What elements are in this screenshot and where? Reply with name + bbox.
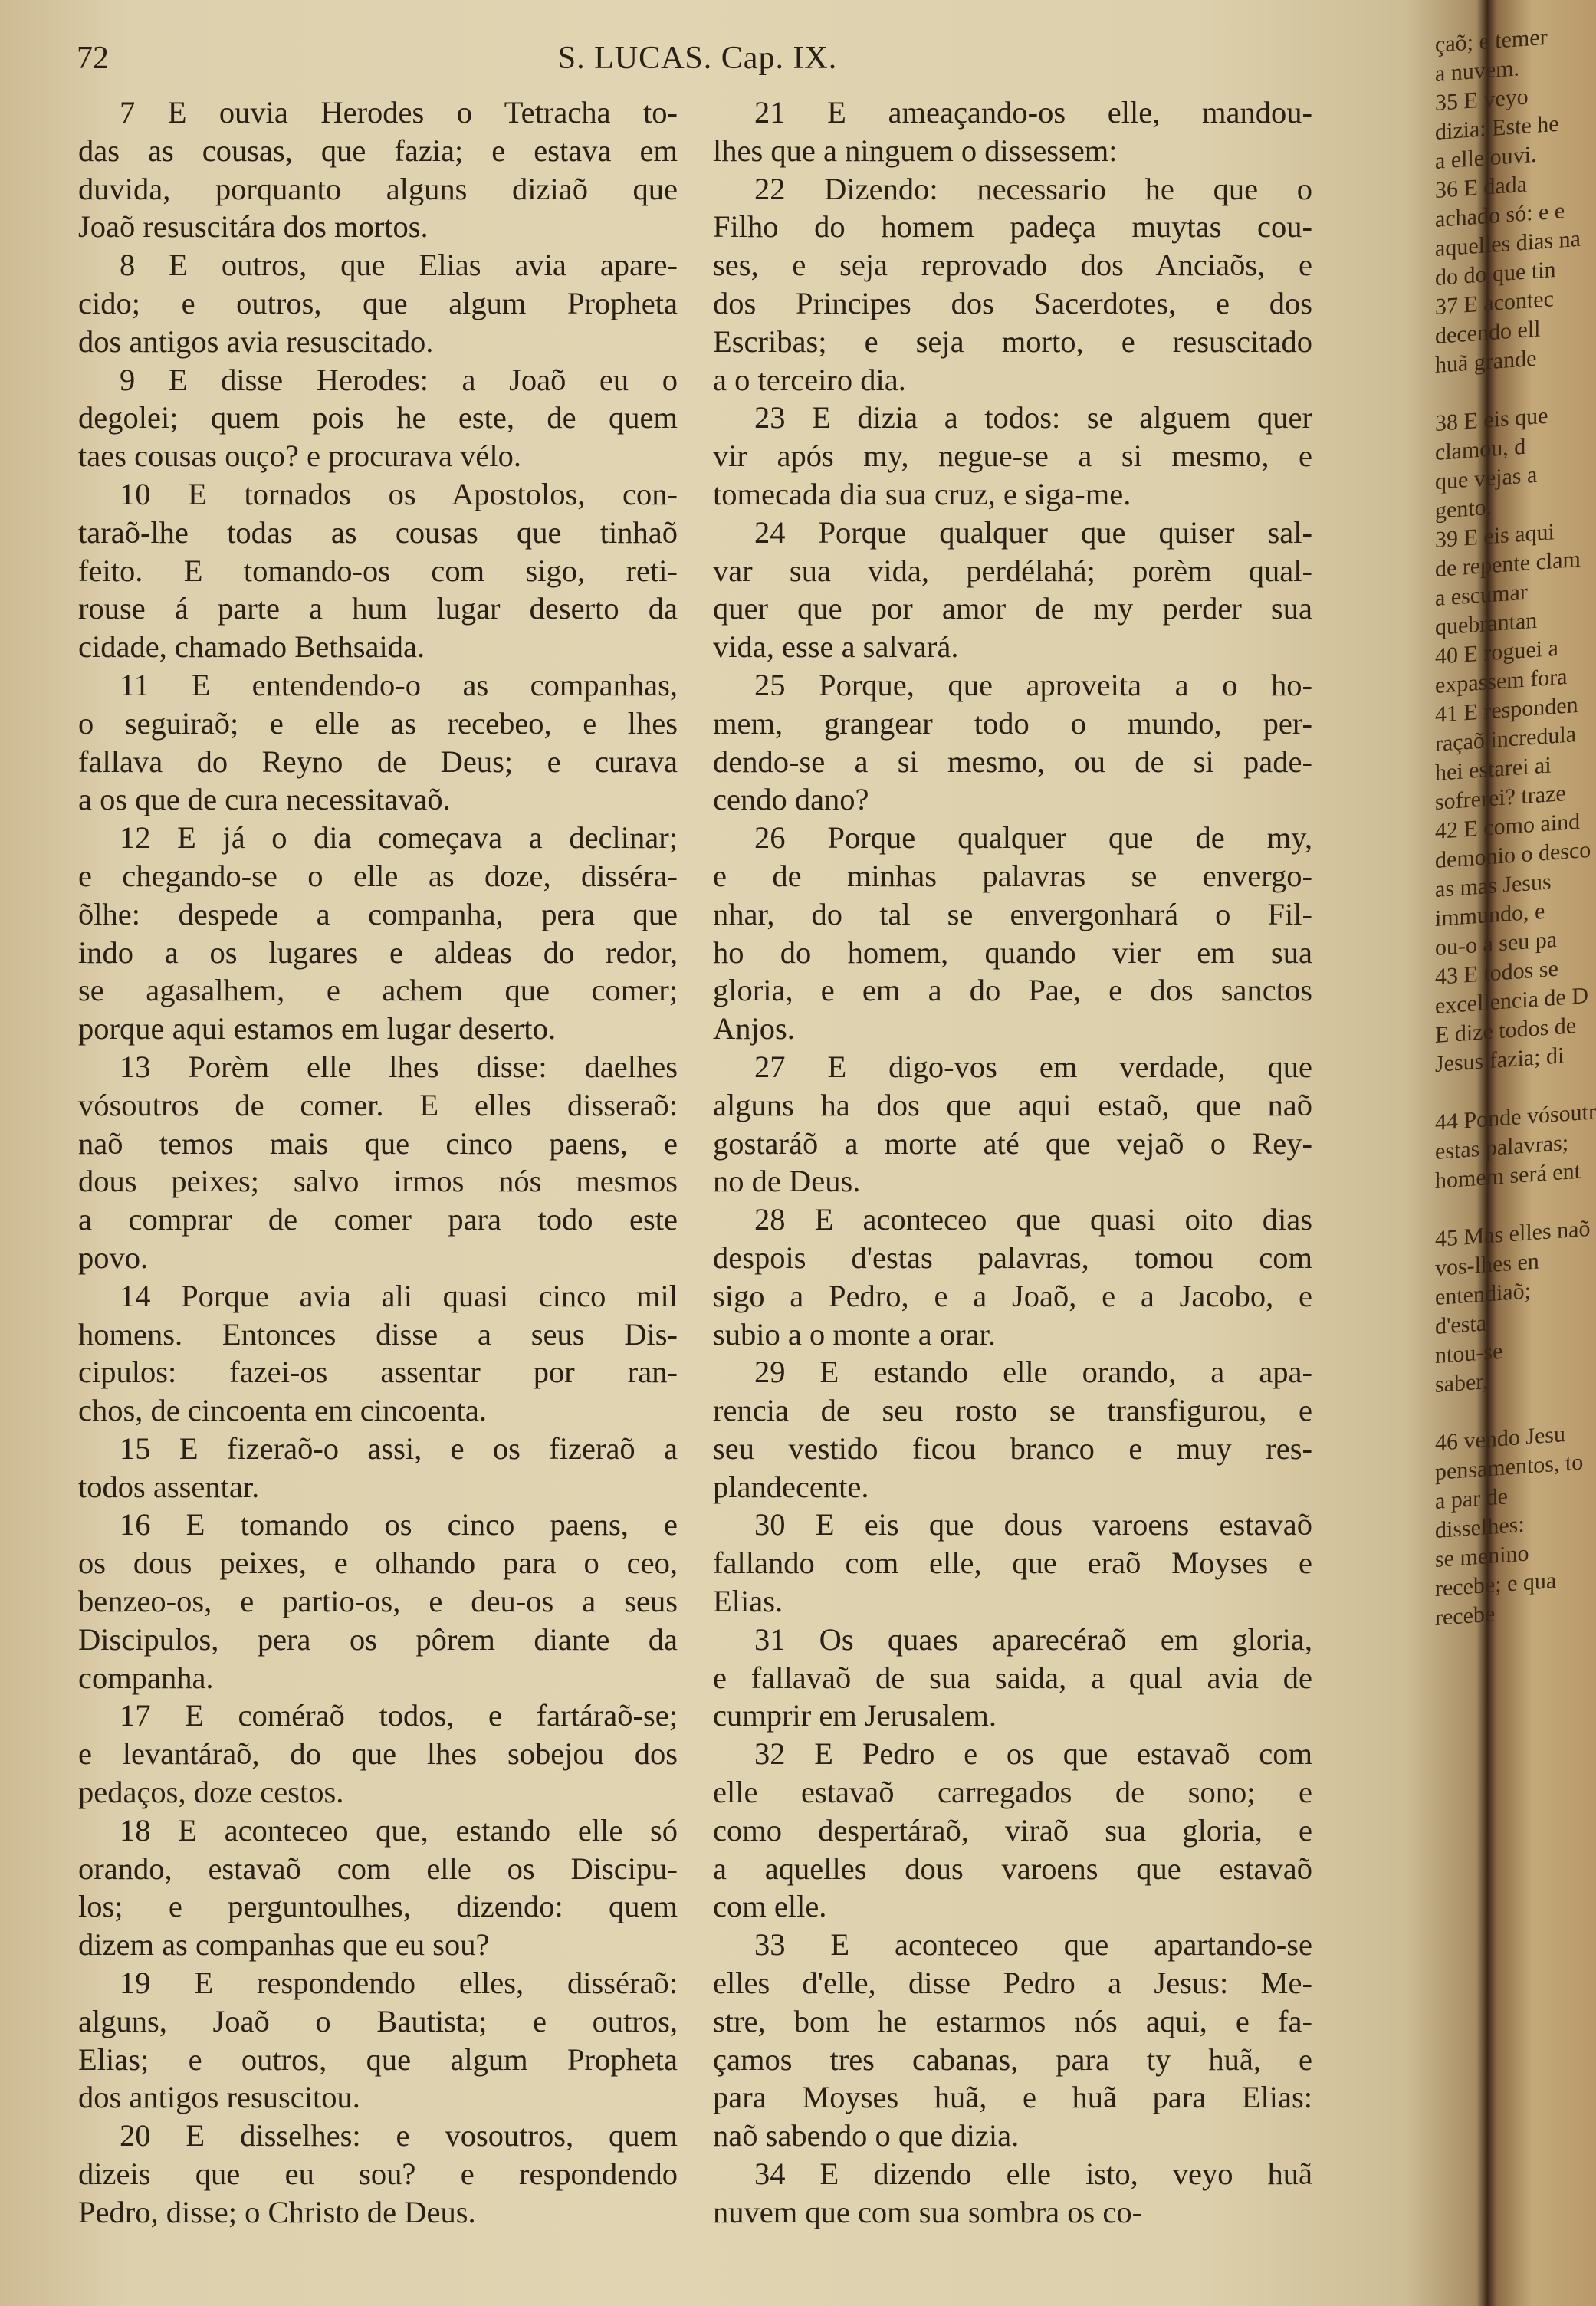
next-page-fragment: saber,	[1435, 1368, 1489, 1398]
text-line: 33 E aconteceo que apartando-se	[754, 1927, 1312, 1963]
text-line: 34 E dizendo elle isto, veyo huã	[754, 2157, 1312, 2192]
text-line: Elias; e outros, que algum Propheta	[78, 2042, 678, 2077]
text-line: no de Deus.	[713, 1164, 861, 1199]
text-line: os dous peixes, e olhando para o ceo,	[78, 1546, 678, 1581]
text-line: 11 E entendendo-o as companhas,	[120, 667, 678, 702]
next-page-fragment: 38 E eis que	[1435, 402, 1548, 436]
verse-paragraph	[713, 514, 1312, 666]
next-page-fragment: 35 E veyo	[1435, 84, 1529, 116]
next-page-fragment: 42 E como aind	[1435, 808, 1581, 844]
text-line: õlhe: despede a companha, pera que	[78, 896, 678, 931]
text-line: Joaõ resuscitára dos mortos.	[78, 209, 429, 245]
next-page-fragment: as mas Jesus	[1435, 869, 1552, 902]
text-line: rouse á parte a hum lugar deserto da	[78, 591, 678, 626]
text-line: dos antigos resuscitou.	[78, 2080, 360, 2115]
text-line: e fallavaõ de sua saida, a qual avia de	[713, 1660, 1312, 1695]
text-line: cipulos: fazei-os assentar por ran-	[78, 1355, 678, 1390]
text-line: 24 Porque qualquer que quiser sal-	[754, 514, 1312, 550]
text-line: dos Principes dos Sacerdotes, e dos	[713, 285, 1312, 320]
page-number: 72	[77, 41, 109, 76]
text-line: 12 E já o dia começava a declinar;	[120, 820, 678, 856]
next-page-fragment: disselhes:	[1435, 1511, 1525, 1543]
text-line: plandecente.	[713, 1469, 869, 1504]
text-line: 29 E estando elle orando, a apa-	[754, 1355, 1312, 1390]
next-page-fragment: ou-o a seu pa	[1435, 926, 1558, 961]
verse-paragraph	[78, 1048, 678, 1277]
text-line: e levantáraõ, do que lhes sobejou dos	[78, 1736, 678, 1772]
text-line: se agasalhem, e achem que comer;	[78, 973, 678, 1008]
next-page-fragment: 36 E dada	[1435, 171, 1527, 203]
text-line: 13 Porèm elle lhes disse: daelhes	[120, 1049, 678, 1084]
verse-paragraph	[713, 819, 1312, 1048]
next-page-fragment: a nuvem.	[1435, 55, 1519, 87]
text-line: 7 E ouvia Herodes o Tetracha to-	[120, 95, 678, 130]
text-line: 10 E tornados os Apostolos, con-	[120, 476, 678, 511]
text-line: 28 E aconteceo que quasi oito dias	[754, 1202, 1312, 1237]
next-page-fragment: recebe	[1435, 1601, 1496, 1631]
text-line: taraõ-lhe todas as cousas que tinhaõ	[78, 514, 678, 550]
verse-paragraph	[78, 1964, 678, 2117]
next-page-fragment: 43 E todos se	[1435, 955, 1558, 990]
verse-paragraph	[713, 1353, 1312, 1506]
text-line: los; e perguntoulhes, dizendo: quem	[78, 1889, 678, 1924]
verse-paragraph	[713, 1735, 1312, 1926]
text-line: 22 Dizendo: necessario he que o	[754, 171, 1312, 206]
text-line: nuvem que com sua sombra os co-	[713, 2194, 1143, 2229]
text-line: alguns, Joaõ o Bautista; e outros,	[78, 2003, 678, 2038]
text-line: 17 E coméraõ todos, e fartáraõ-se;	[120, 1698, 678, 1733]
text-line: Escribas; e seja morto, e resuscitado	[713, 324, 1312, 359]
verse-paragraph	[78, 1277, 678, 1430]
text-line: 27 E digo-vos em verdade, que	[754, 1049, 1312, 1084]
verse-paragraph	[713, 1621, 1312, 1735]
text-line: todos assentar.	[78, 1469, 260, 1504]
next-page-fragment: a elle ouvi.	[1435, 141, 1537, 174]
text-line: 32 E Pedro e os que estavaõ com	[754, 1736, 1312, 1772]
text-line: povo.	[78, 1240, 149, 1275]
text-line: Filho do homem padeça muytas cou-	[713, 209, 1312, 245]
text-line: cumprir em Jerusalem.	[713, 1698, 997, 1733]
text-line: 31 Os quaes aparecéraõ em gloria,	[754, 1621, 1312, 1657]
next-page-fragment: sofrerei? traze	[1435, 780, 1566, 815]
next-page-fragment: Jesus fazia; di	[1435, 1043, 1565, 1077]
next-page-fragment: excellencia de D	[1435, 983, 1588, 1019]
text-line: e de minhas palavras se envergo-	[713, 858, 1312, 893]
text-line: var sua vida, perdélahá; porèm qual-	[713, 553, 1312, 588]
verse-paragraph	[713, 1048, 1312, 1201]
text-line: vir após my, negue-se a si mesmo, e	[713, 439, 1312, 474]
next-page-fragment: quebrantan	[1435, 607, 1538, 640]
text-line: fallava do Reyno de Deus; e curava	[78, 744, 678, 779]
verse-paragraph	[78, 819, 678, 1048]
text-line: 18 E aconteceo que, estando elle só	[120, 1812, 678, 1848]
next-page-fragment: do do que tin	[1435, 256, 1556, 291]
text-line: ho do homem, quando vier em sua	[713, 935, 1312, 970]
text-line: pedaços, doze cestos.	[78, 1775, 344, 1810]
text-line: sigo a Pedro, e a Joaõ, e a Jacobo, e	[713, 1278, 1312, 1313]
next-page-fragment: entendiaõ;	[1435, 1278, 1531, 1310]
text-line: Pedro, disse; o Christo de Deus.	[78, 2194, 476, 2229]
next-page-fragment: se menino	[1435, 1540, 1529, 1572]
text-line: dizeis que eu sou? e respondendo	[78, 2157, 678, 2192]
next-page-fragment: 41 E responden	[1435, 691, 1578, 728]
left-text-column	[78, 94, 678, 2232]
text-line: dendo-se a si mesmo, ou de si pade-	[713, 744, 1312, 779]
text-line: a os que de cura necessitavaõ.	[78, 782, 451, 817]
next-page-fragment: a par de	[1435, 1483, 1508, 1514]
next-page-fragment: d'esta	[1435, 1310, 1487, 1339]
text-line: quer que por amor de my perder sua	[713, 591, 1312, 626]
text-line: dizem as companhas que eu sou?	[78, 1927, 490, 1963]
next-page-fragment: pensamentos, to	[1435, 1449, 1584, 1485]
next-page-fragment: a escumar	[1435, 579, 1528, 611]
next-page-fragment: homem será ent	[1435, 1158, 1581, 1194]
next-page-fragment: dizia: Este he	[1435, 110, 1559, 145]
text-line: nhar, do tal se envergonhará o Fil-	[713, 896, 1312, 931]
text-line: dos antigos avia resuscitado.	[78, 324, 434, 359]
text-line: duvida, porquanto alguns diziaõ que	[78, 171, 678, 206]
verse-paragraph	[78, 1812, 678, 1964]
next-page-fragment: 40 E roguei a	[1435, 635, 1558, 669]
text-line: gostaráõ a morte até que vejaõ o Rey-	[713, 1125, 1312, 1161]
text-line: seu vestido ficou branco e muy res-	[713, 1431, 1312, 1466]
text-line: e chegando-se o elle as doze, disséra-	[78, 858, 678, 893]
verse-paragraph	[78, 1506, 678, 1697]
text-line: degolei; quem pois he este, de quem	[78, 400, 678, 435]
next-page-fragment: estas palavras;	[1435, 1129, 1569, 1164]
text-line: çamos tres cabanas, para ty huã, e	[713, 2042, 1312, 2077]
page-header	[77, 40, 1319, 86]
text-line: vida, esse a salvará.	[713, 629, 959, 665]
text-line: orando, estavaõ com elle os Discipu-	[78, 1851, 678, 1886]
verse-paragraph	[78, 2117, 678, 2231]
next-page-fragment: aquelles dias na	[1435, 225, 1581, 261]
next-page-fragment: 46 vendo Jesu	[1435, 1421, 1565, 1456]
next-page-fragment: ntou-se	[1435, 1338, 1503, 1368]
next-page-fragment: E dize todos de	[1435, 1013, 1577, 1048]
text-line: fallando com elle, que eraõ Moyses e	[713, 1546, 1312, 1581]
text-line: cido; e outros, que algum Propheta	[78, 285, 678, 320]
text-line: tomecada dia sua cruz, e siga-me.	[713, 476, 1131, 511]
text-line: subio a o monte a orar.	[713, 1316, 996, 1352]
next-page-fragment: expassem fora	[1435, 663, 1568, 698]
next-page-fragment: gento.	[1435, 494, 1493, 524]
next-page-fragment: 44 Ponde vósoutr	[1435, 1099, 1596, 1135]
next-page-fragment: immundo, e	[1435, 898, 1545, 931]
verse-paragraph	[78, 475, 678, 666]
text-line: a o terceiro dia.	[713, 362, 906, 397]
text-line: naõ temos mais que cinco paens, e	[78, 1125, 678, 1161]
text-line: das as cousas, que fazia; e estava em	[78, 133, 678, 168]
text-line: Discipulos, pera os pôrem diante da	[78, 1621, 678, 1657]
text-line: indo a os lugares e aldeas do redor,	[78, 935, 678, 970]
next-page-fragment: 39 E eis aqui	[1435, 519, 1555, 553]
text-line: cidade, chamado Bethsaida.	[78, 629, 425, 665]
text-line: despois d'estas palavras, tomou com	[713, 1240, 1312, 1275]
text-line: 9 E disse Herodes: a Joaõ eu o	[120, 362, 678, 397]
next-page-edge	[1435, 24, 1596, 2300]
next-page-fragment: de repente clam	[1435, 546, 1581, 582]
right-text-column	[713, 94, 1312, 2232]
next-page-fragment: recebe; e qua	[1435, 1567, 1557, 1601]
text-line: stre, bom he estarmos nós aqui, e fa-	[713, 2003, 1312, 2038]
next-page-fragment: vos-lhes en	[1435, 1248, 1539, 1281]
text-line: o seguiraõ; e elle as recebeo, e lhes	[78, 705, 678, 741]
next-page-fragment: raçaõ incredula	[1435, 721, 1577, 757]
text-line: Anjos.	[713, 1011, 795, 1046]
running-title: S. LUCAS. Cap. IX.	[557, 41, 838, 76]
text-line: taes cousas ouço? e procurava vélo.	[78, 439, 521, 474]
verse-paragraph	[713, 1201, 1312, 1353]
text-line: 15 E fizeraõ-o assi, e os fizeraõ a	[120, 1431, 678, 1466]
text-line: 23 E dizia a todos: se alguem quer	[754, 400, 1312, 435]
text-line: ses, e seja reprovado dos Anciaõs, e	[713, 248, 1312, 283]
verse-paragraph	[713, 1506, 1312, 1620]
text-line: dous peixes; salvo irmos nós mesmos	[78, 1164, 678, 1199]
text-line: elles d'elle, disse Pedro a Jesus: Me-	[713, 1966, 1312, 2001]
verse-paragraph	[78, 1430, 678, 1506]
text-line: 25 Porque, que aproveita a o ho-	[754, 667, 1312, 702]
verse-paragraph	[713, 94, 1312, 170]
text-line: vósoutros de comer. E elles disseraõ:	[78, 1087, 678, 1122]
text-line: 21 E ameaçando-os elle, mandou-	[754, 95, 1312, 130]
text-line: gloria, e em a do Pae, e dos sanctos	[713, 973, 1312, 1008]
text-line: elle estavaõ carregados de sono; e	[713, 1775, 1312, 1810]
text-line: como despertáraõ, viraõ sua gloria, e	[713, 1812, 1312, 1848]
text-line: 20 E disselhes: e vosoutros, quem	[120, 2118, 678, 2153]
text-line: com elle.	[713, 1889, 827, 1924]
text-line: feito. E tomando-os com sigo, reti-	[78, 553, 678, 588]
next-page-fragment: decendo ell	[1435, 316, 1541, 349]
text-line: Elias.	[713, 1584, 783, 1619]
next-page-fragment: huã grande	[1435, 345, 1537, 378]
next-page-fragment: çaõ; e temer	[1435, 24, 1548, 57]
verse-paragraph	[713, 170, 1312, 399]
next-page-fragment: 37 E acontec	[1435, 286, 1554, 320]
text-line: 19 E respondendo elles, disséraõ:	[120, 1966, 678, 2001]
text-line: 14 Porque avia ali quasi cinco mil	[120, 1278, 678, 1313]
verse-paragraph	[78, 666, 678, 819]
verse-paragraph	[713, 399, 1312, 513]
verse-paragraph	[78, 361, 678, 475]
next-page-fragment: 45 Mas elles naõ	[1435, 1215, 1591, 1252]
text-line: 30 E eis que dous varoens estavaõ	[754, 1507, 1312, 1542]
text-line: para Moyses huã, e huã para Elias:	[713, 2080, 1312, 2115]
next-page-fragment: clamou, d	[1435, 433, 1526, 465]
verse-paragraph	[713, 2155, 1312, 2232]
text-line: mem, grangear todo o mundo, per-	[713, 705, 1312, 741]
text-line: alguns ha dos que aqui estaõ, que naõ	[713, 1087, 1312, 1122]
text-line: a aquelles dous varoens que estavaõ	[713, 1851, 1312, 1886]
next-page-fragment: achado só: e e	[1435, 198, 1565, 232]
text-line: 16 E tomando os cinco paens, e	[120, 1507, 678, 1542]
text-line: rencia de seu rosto se transfigurou, e	[713, 1393, 1312, 1428]
next-page-fragment: hei estarei ai	[1435, 752, 1552, 786]
text-line: 8 E outros, que Elias avia apare-	[120, 248, 678, 283]
verse-paragraph	[78, 94, 678, 246]
text-line: porque aqui estamos em lugar deserto.	[78, 1011, 557, 1046]
text-line: homens. Entonces disse a seus Dis-	[78, 1316, 678, 1352]
text-line: benzeo-os, e partio-os, e deu-os a seus	[78, 1584, 678, 1619]
text-line: a comprar de comer para todo este	[78, 1202, 678, 1237]
verse-paragraph	[78, 246, 678, 360]
verse-paragraph	[78, 1697, 678, 1811]
text-line: naõ sabendo o que dizia.	[713, 2118, 1020, 2153]
text-line: companha.	[78, 1660, 214, 1695]
text-line: chos, de cincoenta em cincoenta.	[78, 1393, 488, 1428]
text-line: cendo dano?	[713, 782, 869, 817]
verse-paragraph	[713, 1926, 1312, 2155]
verse-paragraph	[713, 666, 1312, 819]
next-page-fragment: que vejas a	[1435, 462, 1538, 494]
next-page-fragment: demonio o desco	[1435, 836, 1591, 873]
text-line: 26 Porque qualquer que de my,	[754, 820, 1312, 856]
text-line: lhes que a ninguem o dissessem:	[713, 133, 1118, 168]
